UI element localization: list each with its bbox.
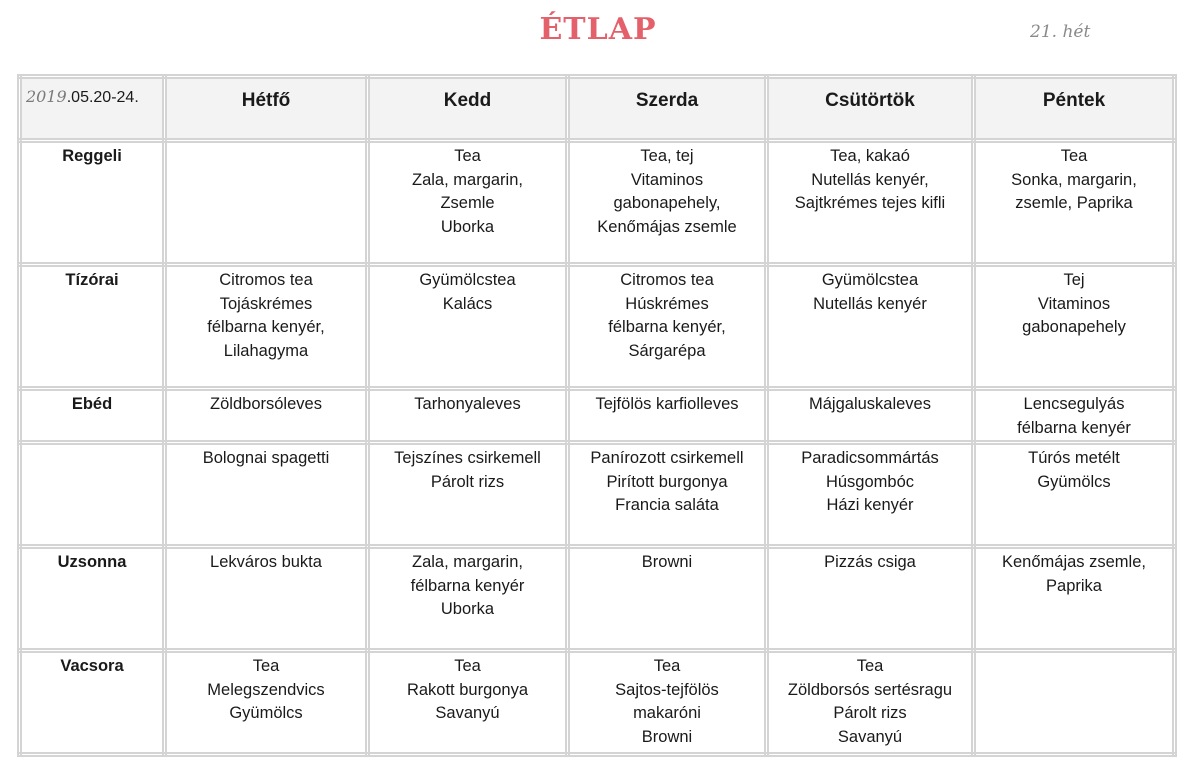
menu-item: zsemle, Paprika <box>1015 194 1133 212</box>
menu-cell <box>767 265 974 389</box>
day-header: Kedd <box>368 77 568 141</box>
menu-item: Lencsegulyás <box>1023 395 1125 413</box>
day-header: Szerda <box>568 77 767 141</box>
menu-cell <box>974 547 1175 651</box>
menu-item: Citromos tea <box>219 271 313 289</box>
menu-cell <box>568 443 767 547</box>
menu-item: Párolt rizs <box>430 472 505 491</box>
menu-item: Tea <box>856 657 884 675</box>
menu-item: Paradicsommártás <box>801 449 939 467</box>
meal-label: Tízórai <box>20 265 165 389</box>
menu-item: Savanyú <box>435 704 500 722</box>
date-year: 2019 <box>26 87 67 106</box>
menu-item: Gyümölcs <box>1037 472 1111 491</box>
menu-cell <box>767 651 974 755</box>
meal-label: Ebéd <box>20 389 165 443</box>
menu-item: Tarhonyaleves <box>414 395 521 413</box>
menu-cell <box>568 547 767 651</box>
meal-label: Uzsonna <box>20 547 165 651</box>
day-header: Péntek <box>974 77 1175 141</box>
menu-cell <box>767 389 974 443</box>
menu-item: Vitaminos <box>1037 294 1111 313</box>
meal-row <box>20 443 1175 547</box>
menu-item: Browni <box>641 553 693 571</box>
menu-item: Pizzás csiga <box>824 553 916 571</box>
menu-item: Tea <box>1060 147 1088 165</box>
menu-item: Gyümölcstea <box>821 271 919 289</box>
menu-item: félbarna kenyér, <box>207 318 325 336</box>
menu-item: Zala, margarin, <box>412 553 523 571</box>
menu-item: Panírozott csirkemell <box>590 449 744 467</box>
meal-label: Vacsora <box>20 651 165 755</box>
menu-cell <box>568 265 767 389</box>
menu-item: Sajtos-tejfölös <box>615 680 719 699</box>
menu-cell <box>165 547 368 651</box>
menu-item: Házi kenyér <box>826 496 914 514</box>
day-header: Hétfő <box>165 77 368 141</box>
menu-body <box>20 141 1175 755</box>
menu-item: Zsemle <box>440 194 495 212</box>
menu-item: Tej <box>1063 271 1085 289</box>
menu-item: Túrós metélt <box>1028 449 1120 467</box>
menu-item: félbarna kenyér <box>410 576 525 595</box>
meal-label <box>20 443 165 547</box>
menu-item: Tejszínes csirkemell <box>394 449 541 467</box>
menu-item: félbarna kenyér <box>1017 418 1131 437</box>
menu-item: Uborka <box>440 217 495 236</box>
menu-item: Tea, kakaó <box>830 147 910 165</box>
meal-row <box>20 651 1175 755</box>
menu-item: Nutellás kenyér <box>813 294 927 313</box>
menu-item: Paprika <box>1046 576 1102 595</box>
header-row <box>20 77 1175 141</box>
menu-item: Savanyú <box>837 727 903 746</box>
menu-cell <box>165 389 368 443</box>
menu-item: Gyümölcs <box>229 704 303 722</box>
menu-item: Zala, margarin, <box>412 170 523 189</box>
menu-item: Kalács <box>442 294 493 313</box>
menu-cell <box>368 141 568 265</box>
menu-cell <box>568 651 767 755</box>
menu-cell <box>974 651 1175 755</box>
menu-item: gabonapehely, <box>613 194 721 212</box>
menu-item: Bolognai spagetti <box>202 449 330 467</box>
menu-item: Húsgombóc <box>825 472 915 491</box>
menu-item: Pirított burgonya <box>606 472 728 491</box>
menu-cell <box>165 141 368 265</box>
menu-cell <box>767 547 974 651</box>
menu-cell <box>368 389 568 443</box>
menu-item: Tea <box>252 657 280 675</box>
menu-cell <box>974 443 1175 547</box>
menu-item: Tea <box>454 147 481 165</box>
menu-cell <box>767 141 974 265</box>
menu-cell <box>165 443 368 547</box>
menu-item: Tejfölös karfiolleves <box>595 395 739 413</box>
menu-item: félbarna kenyér, <box>608 318 726 336</box>
menu-item: Kenőmájas zsemle, <box>1002 553 1146 571</box>
menu-item: Lekváros bukta <box>210 553 322 571</box>
menu-item: Tea <box>653 657 681 675</box>
menu-item: Sonka, margarin, <box>1011 170 1137 189</box>
menu-item: Zöldborsós sertésragu <box>787 680 953 699</box>
menu-cell <box>568 389 767 443</box>
menu-cell <box>974 141 1175 265</box>
page-title: ÉTLAP <box>539 12 657 47</box>
menu-cell <box>165 265 368 389</box>
menu-item: Kenőmájas zsemle <box>597 217 737 236</box>
date-range: .05.20-24. <box>66 89 139 106</box>
menu-item: Uborka <box>440 600 495 618</box>
day-header: Csütörtök <box>767 77 974 141</box>
menu-item: Zöldborsóleves <box>210 395 322 413</box>
menu-item: Rakott burgonya <box>406 680 529 699</box>
menu-cell <box>767 443 974 547</box>
meal-row <box>20 141 1175 265</box>
meal-label: Reggeli <box>20 141 165 265</box>
menu-item: Sajtkrémes tejes kifli <box>794 194 946 212</box>
menu-item: Tea <box>454 657 481 675</box>
menu-cell <box>368 443 568 547</box>
meal-row <box>20 265 1175 389</box>
menu-item: makaróni <box>633 704 701 722</box>
menu-item: Browni <box>641 727 693 746</box>
menu-item: Tojáskrémes <box>219 294 313 313</box>
menu-item: Melegszendvics <box>207 680 325 699</box>
menu-cell <box>368 547 568 651</box>
menu-item: Citromos tea <box>620 271 714 289</box>
menu-table <box>17 74 1177 757</box>
menu-item: Párolt rizs <box>833 704 907 722</box>
menu-item: Lilahagyma <box>223 341 309 360</box>
menu-item: Sárgarépa <box>628 341 706 360</box>
menu-item: Nutellás kenyér, <box>811 170 929 189</box>
menu-item: Francia saláta <box>615 496 719 514</box>
menu-item: Májgaluskaleves <box>809 395 931 413</box>
menu-item: Húskrémes <box>625 294 709 313</box>
menu-cell <box>165 651 368 755</box>
meal-row <box>20 547 1175 651</box>
meal-row <box>20 389 1175 443</box>
week-note: 21. hét <box>1030 22 1091 42</box>
menu-item: Gyümölcstea <box>419 271 516 289</box>
date-cell <box>20 77 165 141</box>
menu-item: gabonapehely <box>1022 318 1126 336</box>
menu-cell <box>974 265 1175 389</box>
menu-cell <box>368 265 568 389</box>
menu-item: Vitaminos <box>630 170 704 189</box>
menu-cell <box>974 389 1175 443</box>
menu-cell <box>368 651 568 755</box>
menu-item: Tea, tej <box>640 147 694 165</box>
menu-cell <box>568 141 767 265</box>
